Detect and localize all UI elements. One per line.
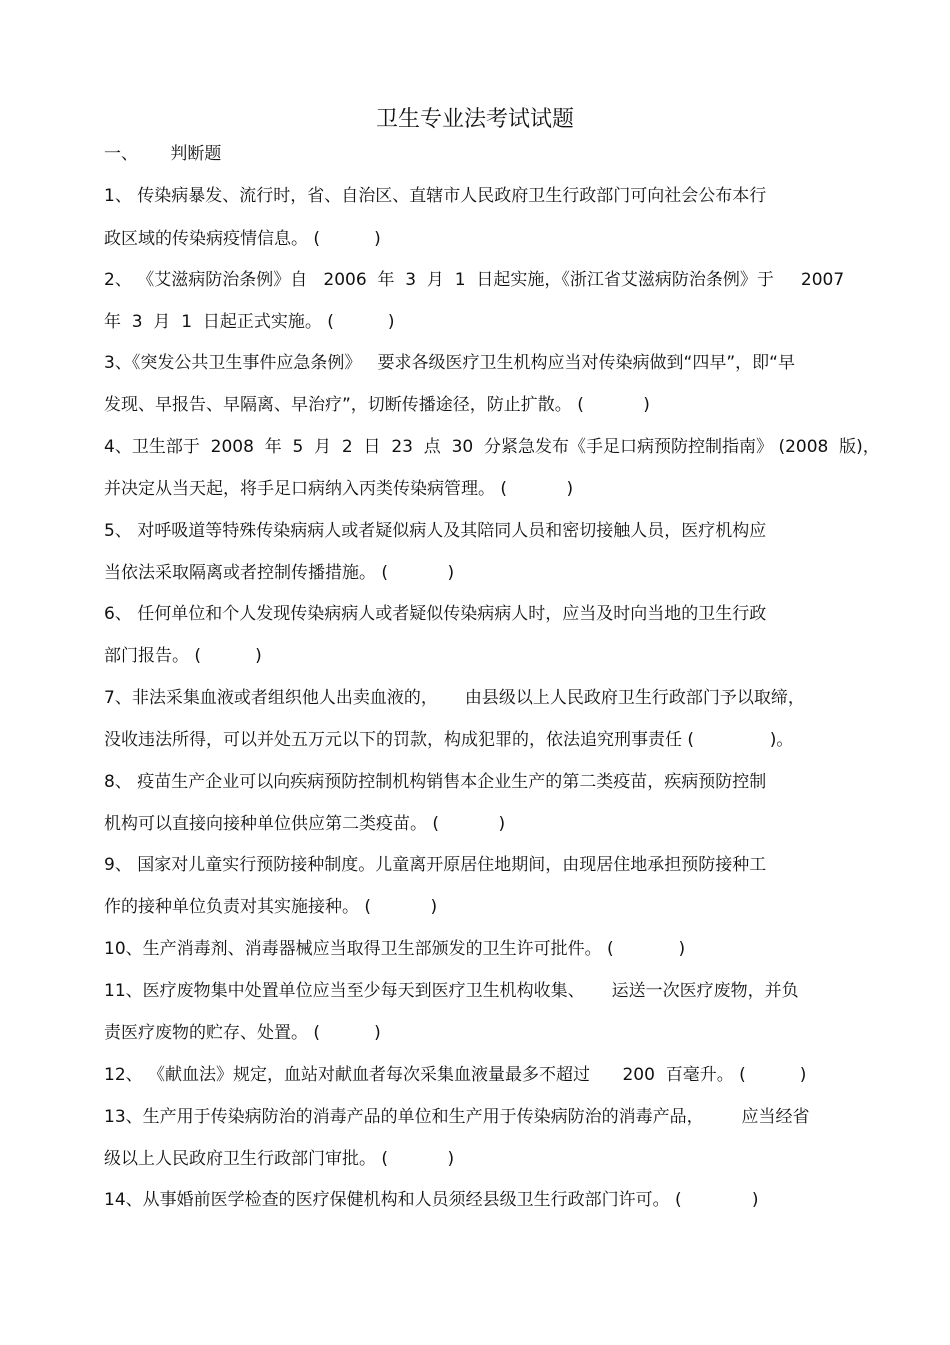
question-10-line-1: 10、生产消毒剂、消毒器械应当取得卫生部颁发的卫生许可批件。 ( ) bbox=[104, 939, 686, 959]
question-9-line-2: 作的接种单位负责对其实施接种。 ( ) bbox=[104, 897, 438, 917]
question-5-line-2: 当依法采取隔离或者控制传播措施。 ( ) bbox=[104, 563, 455, 583]
question-4-line-2: 并决定从当天起，将手足口病纳入丙类传染病管理。 ( ) bbox=[104, 479, 574, 499]
question-14-line-1: 14、从事婚前医学检查的医疗保健机构和人员须经县级卫生行政部门许可。 ( ) bbox=[104, 1190, 759, 1210]
question-11-line-1: 11、医疗废物集中处置单位应当至少每天到医疗卫生机构收集、 运送一次医疗废物，并负 bbox=[104, 981, 799, 1001]
question-13-line-1: 13、生产用于传染病防治的消毒产品的单位和生产用于传染病防治的消毒产品， 应当经省 bbox=[104, 1107, 810, 1127]
question-8-line-2: 机构可以直接向接种单位供应第二类疫苗。 ( ) bbox=[104, 814, 506, 834]
section-heading: 一、 判断题 bbox=[104, 144, 222, 164]
question-2-line-2: 年 3 月 1 日起正式实施。 ( ) bbox=[104, 312, 395, 332]
question-6-line-2: 部门报告。 ( ) bbox=[104, 646, 262, 666]
question-6-line-1: 6、 任何单位和个人发现传染病病人或者疑似传染病病人时，应当及时向当地的卫生行政 bbox=[104, 604, 767, 624]
question-7-line-1: 7、非法采集血液或者组织他人出卖血液的， 由县级以上人民政府卫生行政部门予以取缔， bbox=[104, 688, 805, 708]
question-9-line-1: 9、 国家对儿童实行预防接种制度。儿童离开原居住地期间，由现居住地承担预防接种工 bbox=[104, 855, 767, 875]
question-12-line-1: 12、 《献血法》规定，血站对献血者每次采集血液量最多不超过 200 百毫升。 ( ) bbox=[104, 1065, 807, 1085]
question-1-line-1: 1、 传染病暴发、流行时，省、自治区、直辖市人民政府卫生行政部门可向社会公布本行 bbox=[104, 186, 767, 206]
question-11-line-2: 责医疗废物的贮存、处置。 ( ) bbox=[104, 1023, 381, 1043]
question-13-line-2: 级以上人民政府卫生行政部门审批。 ( ) bbox=[104, 1149, 455, 1169]
question-2-line-1: 2、 《艾滋病防治条例》自 2006 年 3 月 1 日起实施，《浙江省艾滋病防治条例》于 2007 bbox=[104, 270, 845, 290]
question-7-line-2: 没收违法所得，可以并处五万元以下的罚款，构成犯罪的，依法追究刑事责任 ( )。 bbox=[104, 730, 794, 750]
document-title: 卫生专业法考试试题 bbox=[375, 107, 574, 132]
question-3-line-2: 发现、早报告、早隔离、早治疗”，切断传播途径，防止扩散。 ( ) bbox=[104, 395, 650, 415]
question-4-line-1: 4、卫生部于 2008 年 5 月 2 日 23 点 30 分紧急发布《手足口病预防控制指南》 (2008 版)， bbox=[104, 437, 880, 457]
question-5-line-1: 5、 对呼吸道等特殊传染病病人或者疑似病人及其陪同人员和密切接触人员，医疗机构应 bbox=[104, 521, 767, 541]
question-1-line-2: 政区域的传染病疫情信息。 ( ) bbox=[104, 229, 381, 249]
question-8-line-1: 8、 疫苗生产企业可以向疾病预防控制机构销售本企业生产的第二类疫苗，疾病预防控制 bbox=[104, 772, 767, 792]
question-3-line-1: 3、《突发公共卫生事件应急条例》 要求各级医疗卫生机构应当对传染病做到“四早”，即“早 bbox=[104, 353, 795, 373]
